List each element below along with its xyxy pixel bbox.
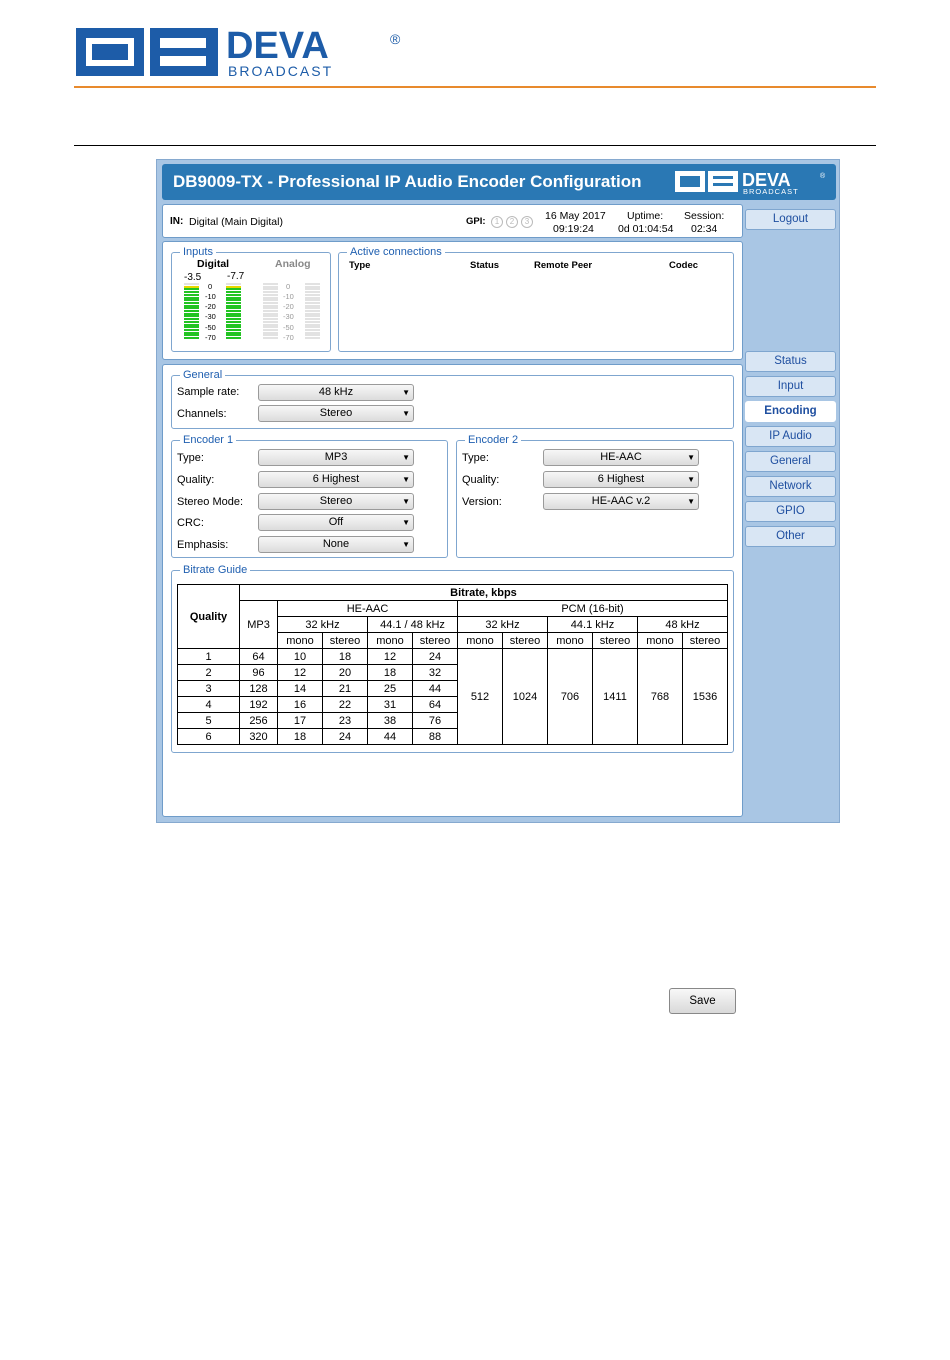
analog-scale-10: -10: [283, 292, 294, 301]
logout-button[interactable]: Logout: [745, 209, 836, 230]
dropdown-arrow-icon: ▼: [402, 518, 410, 527]
title-bar: [162, 164, 836, 200]
meter-segment: [184, 307, 199, 309]
meter-segment: [226, 302, 241, 304]
status-panel: [162, 241, 743, 360]
table-cell: 32: [413, 665, 458, 681]
bitrate-rows: [178, 649, 728, 745]
brand-name: DEVA: [226, 26, 329, 67]
meter-segment: [184, 299, 199, 301]
digital-label: Digital: [197, 258, 230, 270]
meter-segment: [305, 307, 320, 309]
encoder1-group: [171, 434, 448, 558]
table-cell: 17: [278, 713, 323, 729]
enc1-emphasis-select[interactable]: [258, 536, 414, 553]
enc1-crc-select[interactable]: [258, 514, 414, 531]
brand-sub: BROADCAST: [228, 63, 334, 79]
encoder-config-screen: [156, 159, 840, 1007]
table-cell: 18: [323, 649, 368, 665]
meter-segment: [226, 326, 241, 328]
meter-segment: [263, 313, 278, 315]
meter-segment: [263, 332, 278, 334]
meter-segment: [263, 291, 278, 293]
input-label: IN:: [170, 216, 184, 227]
scale-30: -30: [205, 312, 216, 321]
channels-select[interactable]: [258, 405, 414, 422]
mini-brand-sub: BROADCAST: [743, 187, 799, 195]
dropdown-arrow-icon: ▼: [687, 453, 695, 462]
meter-segment: [263, 326, 278, 328]
table-cell: 18: [368, 665, 413, 681]
table-cell: 44: [413, 681, 458, 697]
left-peak-value: -3.5: [184, 272, 202, 283]
meter-segment: [226, 315, 241, 317]
uptime-label: Uptime:: [627, 210, 664, 222]
meter-segment: [263, 297, 278, 299]
meter-segment: [263, 307, 278, 309]
meter-segment: [226, 334, 241, 336]
table-cell: 23: [323, 713, 368, 729]
mode-header: stereo: [413, 633, 458, 649]
meter-segment: [184, 302, 199, 304]
meter-segment: [305, 283, 320, 285]
table-cell: 96: [240, 665, 278, 681]
meter-segment: [184, 324, 199, 326]
table-cell: 44: [368, 729, 413, 745]
quality-header: Quality: [178, 585, 240, 649]
pcm-value-cell: 1411: [593, 649, 638, 745]
pcm-value-cell: 1024: [503, 649, 548, 745]
table-cell: 25: [368, 681, 413, 697]
enc1-stereo-select[interactable]: [258, 493, 414, 510]
encoder2-group: [456, 434, 734, 558]
enc2-type-value: HE-AAC: [600, 451, 642, 463]
meter-segment: [184, 332, 199, 334]
input-value: Digital (Main Digital): [189, 216, 283, 228]
nav-network[interactable]: Network: [745, 476, 836, 497]
table-cell: 1: [178, 649, 240, 665]
meter-segment: [263, 310, 278, 312]
meter-segment: [305, 332, 320, 334]
inputs-legend: Inputs: [180, 245, 216, 259]
pcm-value-cell: 706: [548, 649, 593, 745]
meter-segment: [305, 305, 320, 307]
table-cell: 24: [413, 649, 458, 665]
meter-segment: [184, 321, 199, 323]
uptime-value: 0d 01:04:54: [618, 223, 674, 235]
channels-label: Channels:: [177, 408, 227, 420]
enc2-quality-label: Quality:: [462, 474, 500, 486]
heaac-header: HE-AAC: [278, 601, 458, 617]
table-cell: 24: [323, 729, 368, 745]
meter-segment: [184, 294, 199, 296]
enc2-version-select[interactable]: [543, 493, 699, 510]
meter-segment: [305, 310, 320, 312]
pcm-value-cell: 1536: [683, 649, 728, 745]
meter-segment: [184, 283, 199, 285]
enc1-crc-label: CRC:: [177, 517, 204, 529]
current-time: 09:19:24: [553, 223, 594, 235]
meter-segment: [226, 332, 241, 334]
meter-segment: [226, 321, 241, 323]
dropdown-arrow-icon: ▼: [402, 409, 410, 418]
meter-segment: [263, 283, 278, 285]
deva-broadcast-logo: [74, 26, 414, 82]
current-date: 16 May 2017: [545, 210, 606, 222]
section-rule: [74, 145, 876, 146]
table-cell: 3: [178, 681, 240, 697]
brand-reg: ®: [390, 31, 401, 47]
table-cell: 192: [240, 697, 278, 713]
channels-value: Stereo: [319, 407, 353, 419]
enc1-type-select[interactable]: [258, 449, 414, 466]
connections-legend: Active connections: [347, 245, 445, 259]
meter-segment: [184, 288, 199, 290]
meter-segment: [263, 294, 278, 296]
nav-status[interactable]: Status: [745, 351, 836, 372]
enc1-quality-select[interactable]: [258, 471, 414, 488]
enc1-emphasis-value: None: [322, 538, 350, 550]
mode-header: mono: [368, 633, 413, 649]
gpi-label: GPI:: [466, 216, 486, 227]
enc2-type-label: Type:: [462, 452, 489, 464]
meter-segment: [305, 291, 320, 293]
meter-segment: [226, 294, 241, 296]
pcm-32-header: 32 kHz: [458, 617, 548, 633]
meter-segment: [305, 329, 320, 331]
dropdown-arrow-icon: ▼: [402, 540, 410, 549]
meter-segment: [263, 288, 278, 290]
meter-segment: [305, 302, 320, 304]
meter-segment: [184, 305, 199, 307]
table-cell: 4: [178, 697, 240, 713]
gpi-3-indicator: 3: [521, 216, 533, 228]
table-cell: 128: [240, 681, 278, 697]
enc1-stereo-label: Stereo Mode:: [177, 496, 244, 508]
meter-segment: [184, 326, 199, 328]
mode-header: mono: [638, 633, 683, 649]
col-remote-peer: Remote Peer: [534, 260, 593, 271]
table-cell: 256: [240, 713, 278, 729]
dropdown-arrow-icon: ▼: [402, 497, 410, 506]
meter-segment: [226, 283, 241, 285]
meter-segment: [184, 310, 199, 312]
meter-segment: [305, 313, 320, 315]
table-cell: 10: [278, 649, 323, 665]
meter-segment: [305, 286, 320, 288]
col-type: Type: [349, 260, 371, 271]
table-cell: 22: [323, 697, 368, 713]
session-label: Session:: [684, 210, 725, 222]
analog-scale-30: -30: [283, 312, 294, 321]
meter-segment: [263, 286, 278, 288]
meter-segment: [184, 297, 199, 299]
table-cell: 88: [413, 729, 458, 745]
meter-segment: [263, 299, 278, 301]
analog-label: Analog: [275, 258, 311, 270]
heaac-32-header: 32 kHz: [278, 617, 368, 633]
meter-segment: [226, 297, 241, 299]
meter-segment: [184, 291, 199, 293]
enc1-crc-value: Off: [328, 516, 344, 528]
sample-rate-value: 48 kHz: [318, 386, 354, 398]
nav-ip-audio[interactable]: IP Audio: [745, 426, 836, 447]
enc2-quality-select[interactable]: [543, 471, 699, 488]
general-legend: General: [180, 368, 225, 382]
mp3-header: MP3: [240, 601, 278, 649]
analog-scale-20: -20: [283, 302, 294, 311]
meter-segment: [226, 324, 241, 326]
analog-scale-50: -50: [283, 323, 294, 332]
meter-segment: [305, 326, 320, 328]
meter-segment: [226, 307, 241, 309]
enc2-quality-value: 6 Highest: [597, 473, 645, 485]
pcm-value-cell: 512: [458, 649, 503, 745]
right-peak-value: -7.7: [227, 271, 245, 282]
meter-segment: [184, 313, 199, 315]
meter-segment: [184, 318, 199, 320]
encoding-panel: [162, 364, 743, 1007]
meter-segment: [305, 294, 320, 296]
meter-segment: [305, 318, 320, 320]
mode-header: stereo: [683, 633, 728, 649]
bitrate-table: [177, 584, 728, 745]
mode-header: stereo: [593, 633, 638, 649]
encoder2-legend: Encoder 2: [465, 433, 521, 447]
scale-10: -10: [205, 292, 216, 301]
info-bar: [162, 204, 743, 238]
meter-segment: [305, 334, 320, 336]
inputs-group: [171, 246, 331, 352]
meter-segment: [226, 286, 241, 288]
meter-segment: [184, 337, 199, 339]
table-cell: 21: [323, 681, 368, 697]
meter-segment: [263, 329, 278, 331]
general-group: [171, 369, 734, 429]
encoder1-legend: Encoder 1: [180, 433, 236, 447]
nav-input[interactable]: Input: [745, 376, 836, 397]
mode-header: stereo: [323, 633, 368, 649]
meter-segment: [263, 318, 278, 320]
enc1-type-value: MP3: [324, 451, 348, 463]
meter-segment: [226, 313, 241, 315]
pcm-header: PCM (16-bit): [458, 601, 728, 617]
analog-scale-0: 0: [286, 282, 291, 291]
mini-brand-reg: ®: [820, 173, 826, 180]
meter-segment: [184, 334, 199, 336]
table-cell: 31: [368, 697, 413, 713]
meter-segment: [305, 297, 320, 299]
table-cell: 16: [278, 697, 323, 713]
active-connections-group: [338, 246, 734, 352]
table-cell: 12: [278, 665, 323, 681]
meter-segment: [226, 299, 241, 301]
mode-header: mono: [278, 633, 323, 649]
meter-segment: [226, 329, 241, 331]
meter-segment: [226, 318, 241, 320]
meter-segment: [263, 305, 278, 307]
table-cell: 64: [240, 649, 278, 665]
meter-segment: [226, 310, 241, 312]
scale-70: -70: [205, 333, 216, 342]
enc2-version-value: HE-AAC v.2: [591, 495, 651, 507]
enc1-type-label: Type:: [177, 452, 204, 464]
page-title: DB9009-TX - Professional IP Audio Encoder Configuration: [173, 172, 642, 191]
meter-segment: [305, 299, 320, 301]
enc2-type-select[interactable]: [543, 449, 699, 466]
gpi-1-indicator: 1: [491, 216, 503, 228]
nav-gpio[interactable]: GPIO: [745, 501, 836, 522]
nav-general[interactable]: General: [745, 451, 836, 472]
heaac-4448-header: 44.1 / 48 kHz: [368, 617, 458, 633]
nav-other[interactable]: Other: [745, 526, 836, 547]
col-codec: Codec: [669, 260, 699, 271]
meter-segment: [263, 337, 278, 339]
sample-rate-select[interactable]: [258, 384, 414, 401]
pcm-48-header: 48 kHz: [638, 617, 728, 633]
meter-segment: [305, 324, 320, 326]
bitrate-header: Bitrate, kbps: [240, 585, 728, 601]
bitrate-legend: Bitrate Guide: [180, 563, 250, 577]
meter-segment: [305, 321, 320, 323]
pcm-value-cell: 768: [638, 649, 683, 745]
enc2-version-label: Version:: [462, 496, 502, 508]
meter-segment: [305, 337, 320, 339]
table-cell: 14: [278, 681, 323, 697]
meter-segment: [263, 315, 278, 317]
table-cell: 20: [323, 665, 368, 681]
col-status: Status: [470, 260, 500, 271]
header-rule: [74, 86, 876, 88]
mode-header: mono: [548, 633, 593, 649]
enc1-emphasis-label: Emphasis:: [177, 539, 229, 551]
enc1-quality-value: 6 Highest: [312, 473, 360, 485]
deva-mini-logo: [674, 169, 830, 195]
nav-encoding[interactable]: Encoding: [745, 401, 836, 422]
session-value: 02:34: [691, 223, 718, 235]
scale-0: 0: [208, 282, 213, 291]
meter-segment: [305, 315, 320, 317]
meter-segment: [226, 337, 241, 339]
sample-rate-label: Sample rate:: [177, 386, 240, 398]
table-cell: 76: [413, 713, 458, 729]
meter-segment: [263, 324, 278, 326]
scale-20: -20: [205, 302, 216, 311]
table-cell: 18: [278, 729, 323, 745]
save-button[interactable]: Save: [669, 988, 736, 1014]
table-cell: 6: [178, 729, 240, 745]
table-cell: 38: [368, 713, 413, 729]
mode-header: mono: [458, 633, 503, 649]
meter-segment: [226, 305, 241, 307]
meter-segment: [184, 286, 199, 288]
meter-segment: [184, 315, 199, 317]
mini-brand-name: DEVA: [742, 170, 791, 190]
dropdown-arrow-icon: ▼: [402, 388, 410, 397]
dropdown-arrow-icon: ▼: [687, 497, 695, 506]
enc1-stereo-value: Stereo: [319, 495, 353, 507]
table-cell: 320: [240, 729, 278, 745]
gpi-2-indicator: 2: [506, 216, 518, 228]
dropdown-arrow-icon: ▼: [687, 475, 695, 484]
table-row: [178, 649, 728, 665]
meter-segment: [226, 291, 241, 293]
mode-header: stereo: [503, 633, 548, 649]
meter-segment: [305, 288, 320, 290]
meter-segment: [263, 302, 278, 304]
meter-segment: [263, 334, 278, 336]
enc1-quality-label: Quality:: [177, 474, 215, 486]
meter-segment: [263, 321, 278, 323]
table-cell: 64: [413, 697, 458, 713]
table-cell: 2: [178, 665, 240, 681]
table-cell: 5: [178, 713, 240, 729]
meter-segment: [226, 288, 241, 290]
pcm-441-header: 44.1 kHz: [548, 617, 638, 633]
scale-50: -50: [205, 323, 216, 332]
analog-scale-70: -70: [283, 333, 294, 342]
meter-segment: [184, 329, 199, 331]
dropdown-arrow-icon: ▼: [402, 475, 410, 484]
table-cell: 12: [368, 649, 413, 665]
dropdown-arrow-icon: ▼: [402, 453, 410, 462]
